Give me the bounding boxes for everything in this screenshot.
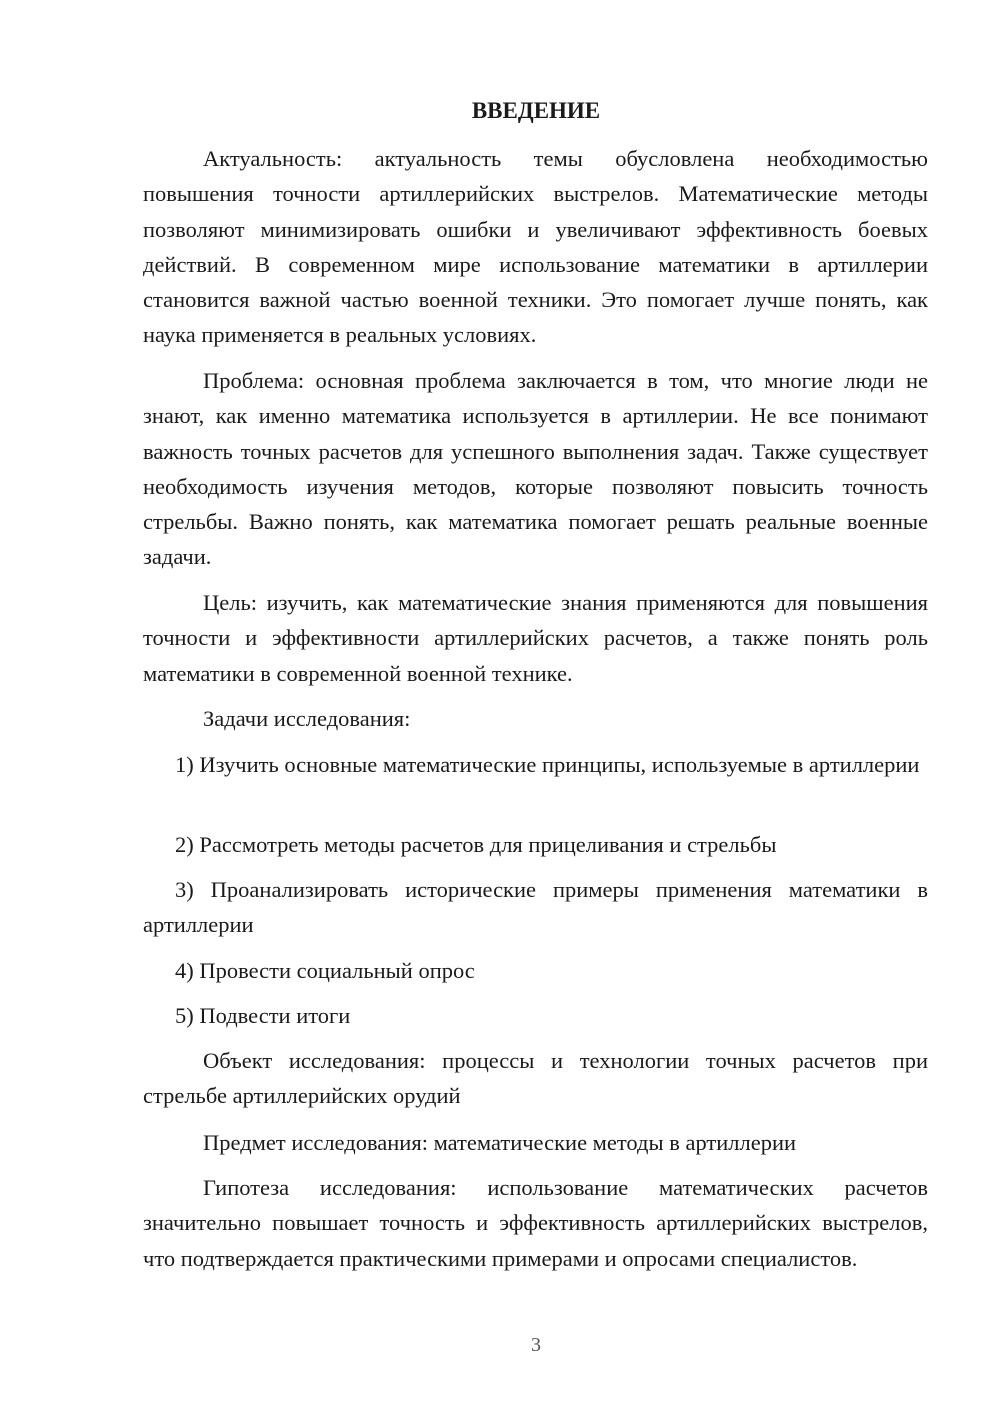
- list-item-task-4: 4) Провести социальный опрос: [175, 958, 475, 983]
- list-item-task-5: 5) Подвести итоги: [175, 1003, 351, 1028]
- list-item-task-1: 1) Изучить основные математические принципы, используемые в артиллерии: [175, 752, 920, 777]
- paragraph-goal: Цель: изучить, как математические знания применяются для повышения точности и эффективности артиллерийских расчетов, а также понять роль математики в современной военной технике.: [143, 590, 928, 686]
- paragraph-hypothesis: Гипотеза исследования: использование математических расчетов значительно повышает точность и эффективность артиллерийских выстрелов, что подтверждается практическими примерами и опросами специалистов.: [143, 1175, 928, 1271]
- paragraph-problem: Проблема: основная проблема заключается в том, что многие люди не знают, как именно математика используется в артиллерии. Не все понимают важность точных расчетов для успешного выполнения задач. Также существует необходимость изучения методов, которые позволяют повысить точность стрельбы. Важно понять, как математика помогает решать реальные военные задачи.: [143, 368, 928, 570]
- page-number: 3: [531, 1334, 541, 1356]
- paragraph-relevance: Актуальность: актуальность темы обусловлена необходимостью повышения точности артиллерийских выстрелов. Математические методы позволяют минимизировать ошибки и увеличивают эффективность боевых действий. В современном мире использование математики в артиллерии становится важной частью военной техники. Это помогает лучше понять, как наука применяется в реальных условиях.: [143, 146, 928, 348]
- list-item-task-2: 2) Рассмотреть методы расчетов для прицеливания и стрельбы: [175, 832, 777, 857]
- tasks-heading: Задачи исследования:: [203, 706, 411, 731]
- paragraph-object: Объект исследования: процессы и технологии точных расчетов при стрельбе артиллерийских орудий: [143, 1048, 928, 1109]
- paragraph-subject: Предмет исследования: математические методы в артиллерии: [203, 1130, 797, 1155]
- list-item-task-3: 3) Проанализировать исторические примеры применения математики в артиллерии: [143, 877, 928, 938]
- page-title: ВВЕДЕНИЕ: [471, 98, 601, 123]
